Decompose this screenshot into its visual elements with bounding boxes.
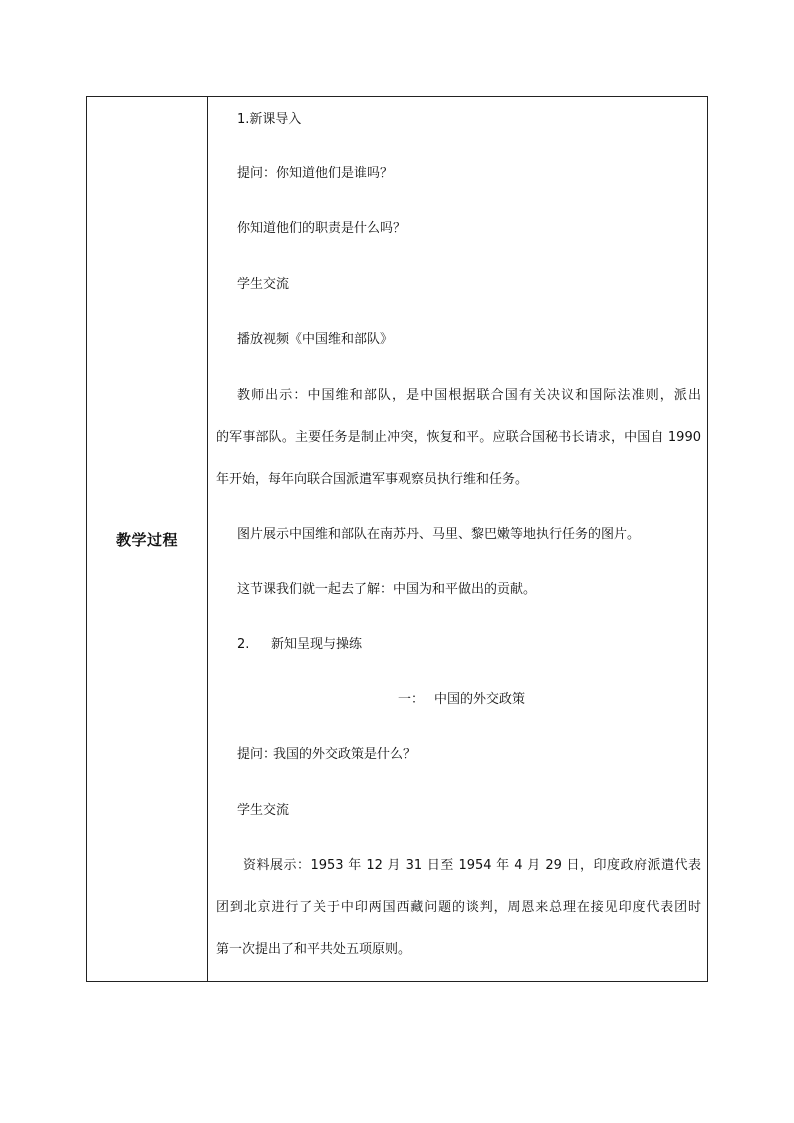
question-label: 提问：: [237, 747, 277, 762]
content-cell: [208, 97, 707, 981]
text-line-lesson-goal: 这节课我们就一起去了解：中国为和平做出的贡献。: [237, 582, 537, 597]
text-line-question-2: 你知道他们的职责是什么吗？: [237, 221, 407, 236]
item-text: 新知呈现与操练: [271, 637, 363, 652]
subheading-number: 一：: [398, 692, 425, 707]
text-line-teacher-shows-2: 的军事部队。主要任务是制止冲突，恢复和平。应联合国秘书长请求，中国自 1990: [216, 430, 701, 445]
text-line-picture-display: 图片展示中国维和部队在南苏丹、马里、黎巴嫩等地执行任务的图片。: [237, 527, 641, 542]
text-line-intro-heading: 1.新课导入: [237, 112, 302, 127]
text-line-teacher-shows-3: 年开始，每年向联合国派遣军事观察员执行维和任务。: [216, 472, 529, 487]
text-line-teacher-shows-1: 教师出示：中国维和部队，是中国根据联合国有关决议和国际法准则，派出: [237, 388, 701, 403]
text-line-material-2: 团到北京进行了关于中印两国西藏问题的谈判，周恩来总理在接见印度代表团时: [216, 900, 701, 915]
text-line-play-video: 播放视频《中国维和部队》: [237, 332, 394, 347]
text-line-student-exchange-2: 学生交流: [237, 803, 290, 818]
section-label: 教学过程: [115, 530, 178, 549]
subheading-foreign-policy: [208, 692, 707, 708]
text-line-material-1: 资料展示：1953 年 12 月 31 日至 1954 年 4 月 29 日，印度政府派遣代表: [243, 858, 701, 873]
lesson-table: [86, 96, 708, 982]
subheading-text: 中国的外交政策: [434, 692, 526, 707]
text-line-material-3: 第一次提出了和平共处五项原则。: [216, 942, 412, 957]
text-line-question-3: [237, 747, 416, 763]
question-text: 我国的外交政策是什么？: [273, 747, 417, 762]
item-number: 2.: [237, 637, 250, 652]
text-line-question-1: 提问：你知道他们是谁吗？: [237, 166, 394, 181]
text-line-new-knowledge: [237, 637, 362, 653]
text-line-student-exchange-1: 学生交流: [237, 277, 290, 292]
section-label-cell: [87, 97, 208, 981]
